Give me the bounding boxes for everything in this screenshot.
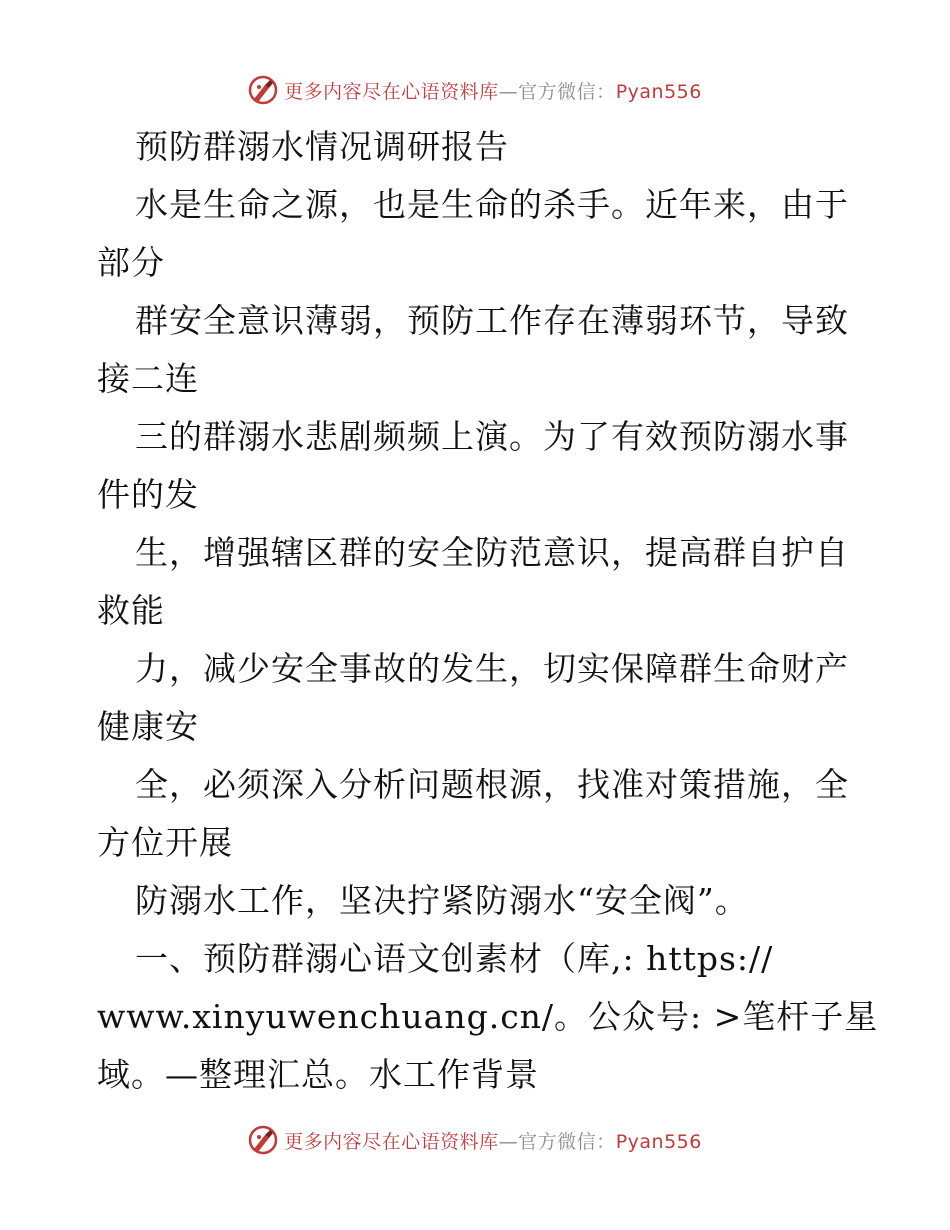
pen-logo-icon — [248, 75, 278, 105]
header-banner — [0, 70, 950, 110]
document-title: 预防群溺水情况调研报告 — [135, 127, 509, 166]
document-line: 防溺水工作，坚决拧紧防溺水“安全阀”。 — [135, 881, 749, 920]
document-line: 部分 — [97, 243, 165, 282]
document-line: 水是生命之源，也是生命的杀手。近年来，由于 — [135, 185, 849, 224]
document-body — [97, 118, 879, 1104]
header-banner-wechat-label: —官方微信： — [498, 80, 616, 103]
document-line: 一、预防群溺心语文创素材（库,: https:// — [135, 939, 774, 978]
document-line: 件的发 — [97, 475, 199, 514]
footer-banner-wechat-label: —官方微信： — [498, 1130, 616, 1153]
document-line: 三的群溺水悲剧频频上演。为了有效预防溺水事 — [135, 417, 849, 456]
document-line: 力，减少安全事故的发生，切实保障群生命财产 — [135, 649, 849, 688]
footer-banner-wechat-id: Pyan556 — [615, 1130, 702, 1153]
document-line-url: www.xinyuwenchuang.cn/。公众号: >笔杆子星 — [97, 997, 879, 1036]
header-banner-wechat-id: Pyan556 — [615, 80, 702, 103]
document-line: 救能 — [97, 591, 165, 630]
document-line: 生，增强辖区群的安全防范意识，提高群自护自 — [135, 533, 849, 572]
footer-banner-site: 更多内容尽在心语资料库 — [284, 1130, 499, 1153]
pen-logo-icon — [248, 1125, 278, 1155]
document-line: 方位开展 — [97, 823, 233, 862]
footer-banner — [0, 1120, 950, 1160]
footer-banner-text — [284, 1127, 702, 1154]
header-banner-text — [284, 77, 702, 104]
document-line: 健康安 — [97, 707, 199, 746]
header-banner-site: 更多内容尽在心语资料库 — [284, 80, 499, 103]
document-line: 全，必须深入分析问题根源，找准对策措施，全 — [135, 765, 849, 804]
document-line: 群安全意识薄弱，预防工作存在薄弱环节，导致 — [135, 301, 849, 340]
document-line: 接二连 — [97, 359, 199, 398]
document-line: 域。—整理汇总。水工作背景 — [97, 1055, 539, 1094]
